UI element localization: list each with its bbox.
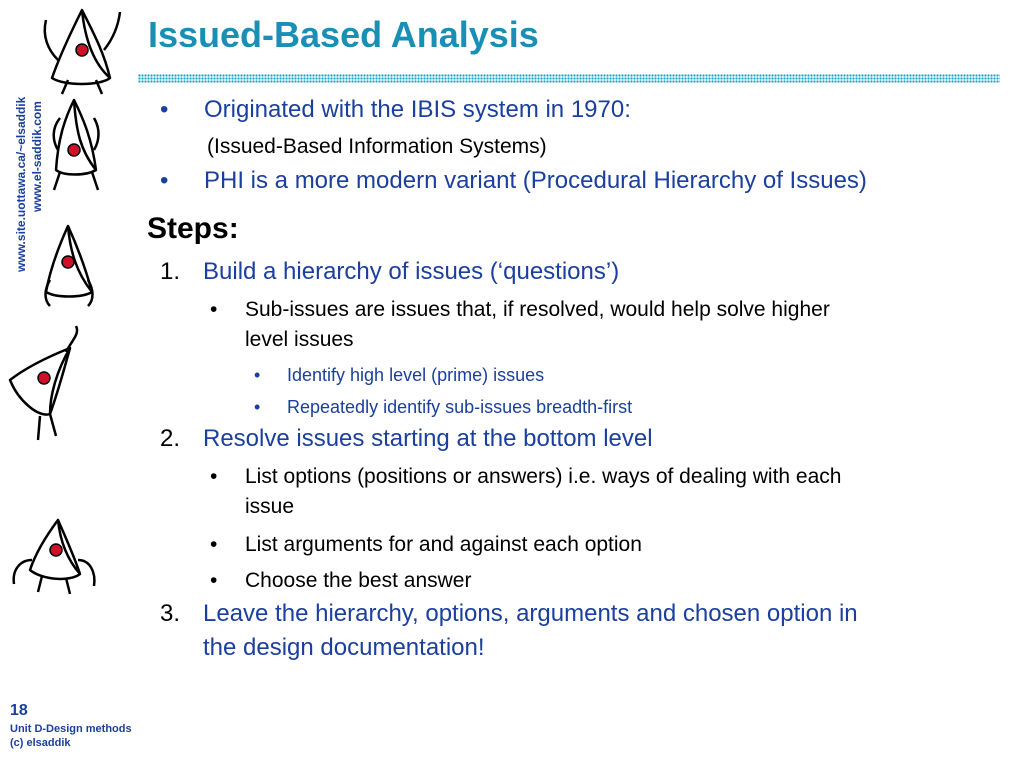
bullet-marker: • (160, 96, 169, 123)
step-number: 3. (160, 600, 181, 627)
step-3-line-2: the design documentation! (203, 634, 485, 661)
sub-bullet-marker: • (210, 533, 218, 556)
breadth-first: Repeatedly identify sub-issues breadth-first (287, 397, 633, 417)
bullet-ibis: Originated with the IBIS system in 1970: (204, 96, 631, 123)
sub-bullet-marker: • (210, 465, 218, 488)
bullet-phi: PHI is a more modern variant (Procedural Hierarchy of Issues) (204, 167, 867, 194)
subsub-bullet-marker: • (254, 397, 261, 417)
step-2-text: Resolve issues starting at the bottom level (203, 425, 653, 452)
step-1-text: Build a hierarchy of issues (‘questions’) (203, 258, 620, 285)
bullet-marker: • (160, 167, 169, 194)
side-url-1[interactable]: www.site.uottawa.ca/~elsaddik (14, 96, 28, 272)
footer-copyright: (c) elsaddik (10, 737, 71, 749)
identify-prime-issues: Identify high level (prime) issues (287, 365, 545, 385)
sub-issues-line-2: level issues (245, 328, 354, 351)
side-url-2[interactable]: www.el-saddik.com (30, 101, 44, 212)
choose-best-answer: Choose the best answer (245, 569, 472, 592)
duke-mascot-standing-icon (54, 100, 99, 190)
page-number: 18 (10, 702, 28, 719)
sub-issues-line-1: Sub-issues are issues that, if resolved, would help solve higher (245, 298, 830, 321)
sub-bullet-marker: • (210, 569, 218, 592)
duke-mascot-tilted-icon (10, 326, 77, 440)
step-3-line-1: Leave the hierarchy, options, arguments and chosen option in (203, 600, 858, 627)
steps-heading: Steps: (147, 212, 239, 245)
footer-unit: Unit D-Design methods (10, 723, 132, 735)
list-arguments: List arguments for and against each option (245, 533, 642, 556)
slide-title: Issued-Based Analysis (148, 14, 539, 55)
step-number: 1. (160, 258, 181, 285)
subsub-bullet-marker: • (254, 365, 261, 385)
bullet-ibis-detail: (Issued-Based Information Systems) (207, 135, 547, 158)
list-options-line-1: List options (positions or answers) i.e. ways of dealing with each (245, 465, 842, 488)
duke-mascot-small-icon (46, 226, 93, 306)
sub-bullet-marker: • (210, 298, 218, 321)
step-number: 2. (160, 425, 181, 452)
duke-mascot-waving-icon (45, 10, 120, 94)
list-options-line-2: issue (245, 495, 295, 518)
title-divider (138, 74, 1000, 83)
duke-mascot-cheering-icon (14, 520, 95, 594)
